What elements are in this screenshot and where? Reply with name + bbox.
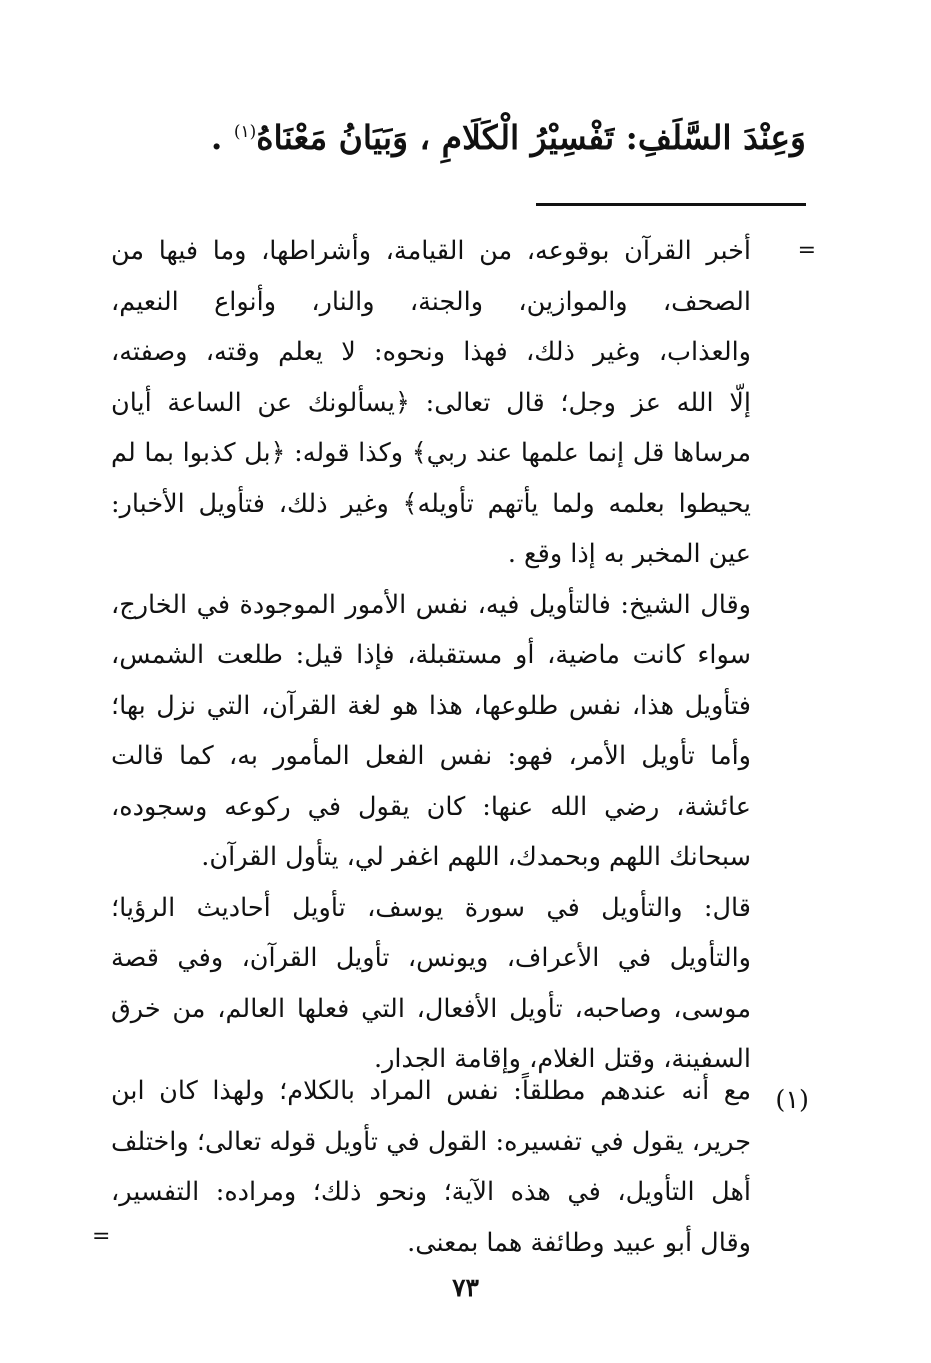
note-line: سواء كانت ماضية، أو مستقبلة، فإذا قيل: طلعت الشمس، (111, 640, 751, 670)
footnote-line: وقال أبو عبيد وطائفة هما بمعنى. (407, 1227, 751, 1258)
footnote-line: جرير، يقول في تفسيره: القول في تأويل قوله تعالى؛ واختلف (111, 1126, 751, 1157)
note-line: وأما تأويل الأمر، فهو: نفس الفعل المأمور به، كما قالت (111, 741, 751, 771)
note-line: والعذاب، وغير ذلك، فهذا ونحوه: لا يعلم وقته، وصفته، (111, 337, 751, 367)
footnote-1 (111, 1066, 751, 1268)
note-line: مرساها قل إنما علمها عند ربي﴾ وكذا قوله: ﴿بل كذبوا بما لم (111, 438, 751, 468)
note-line: والتأويل في الأعراف، ويونس، تأويل القرآن، وفي قصة (111, 943, 751, 973)
note-line: عائشة، رضي الله عنها: كان يقول في ركوعه وسجوده، (111, 791, 751, 822)
page-number: ٧٣ (452, 1273, 479, 1302)
note-line: يحيطوا بعلمه ولما يأتهم تأويله﴾ وغير ذلك، فتأويل الأخبار: (111, 488, 751, 519)
footnote-separator (536, 203, 806, 206)
footnote-marker: (١) (775, 1085, 809, 1115)
continued-footnote (111, 226, 751, 1085)
main-text-body: وَعِنْدَ السَّلَفِ: تَفْسِيْرُ الْكَلَامِ ، وَبَيَانُ مَعْنَاهُ (256, 118, 806, 157)
main-footnote-ref: (١) (233, 122, 257, 142)
note-line: سبحانك اللهم وبحمدك، اللهم اغفر لي، يتأول القرآن. (201, 842, 751, 872)
note-line: موسى، وصاحبه، تأويل الأفعال، التي فعلها العالم، من خرق (111, 993, 751, 1024)
note-line: قال: والتأويل في سورة يوسف، تأويل أحاديث الرؤيا؛ (111, 892, 751, 923)
note-line: الصحف، والموازين، والجنة، والنار، وأنواع النعيم، (111, 286, 751, 317)
note-line: وقال الشيخ: فالتأويل فيه، نفس الأمور الموجودة في الخارج، (111, 589, 751, 620)
main-text-end: . (210, 118, 234, 157)
main-text (116, 108, 806, 162)
note-line: إلّا الله عز وجل؛ قال تعالى: ﴿يسألونك عن الساعة أيان (111, 387, 751, 418)
note-line: أخبر القرآن بوقوعه، من القيامة، وأشراطها، وما فيها من (111, 236, 751, 266)
footnote-line: مع أنه عندهم مطلقاً: نفس المراد بالكلام؛ ولهذا كان ابن (111, 1076, 751, 1106)
note-line: السفينة، وقتل الغلام، وإقامة الجدار. (373, 1044, 751, 1074)
continuation-marker-bottom: = (92, 1224, 111, 1249)
footnote-line: أهل التأويل، في هذه الآية؛ ونحو ذلك؛ ومراده: التفسير، (111, 1177, 751, 1207)
note-line: فتأويل هذا، نفس طلوعها، هذا هو لغة القرآن، التي نزل بها؛ (111, 690, 751, 721)
note-line: عين المخبر به إذا وقع . (507, 539, 751, 569)
continuation-marker-top: = (797, 238, 816, 263)
